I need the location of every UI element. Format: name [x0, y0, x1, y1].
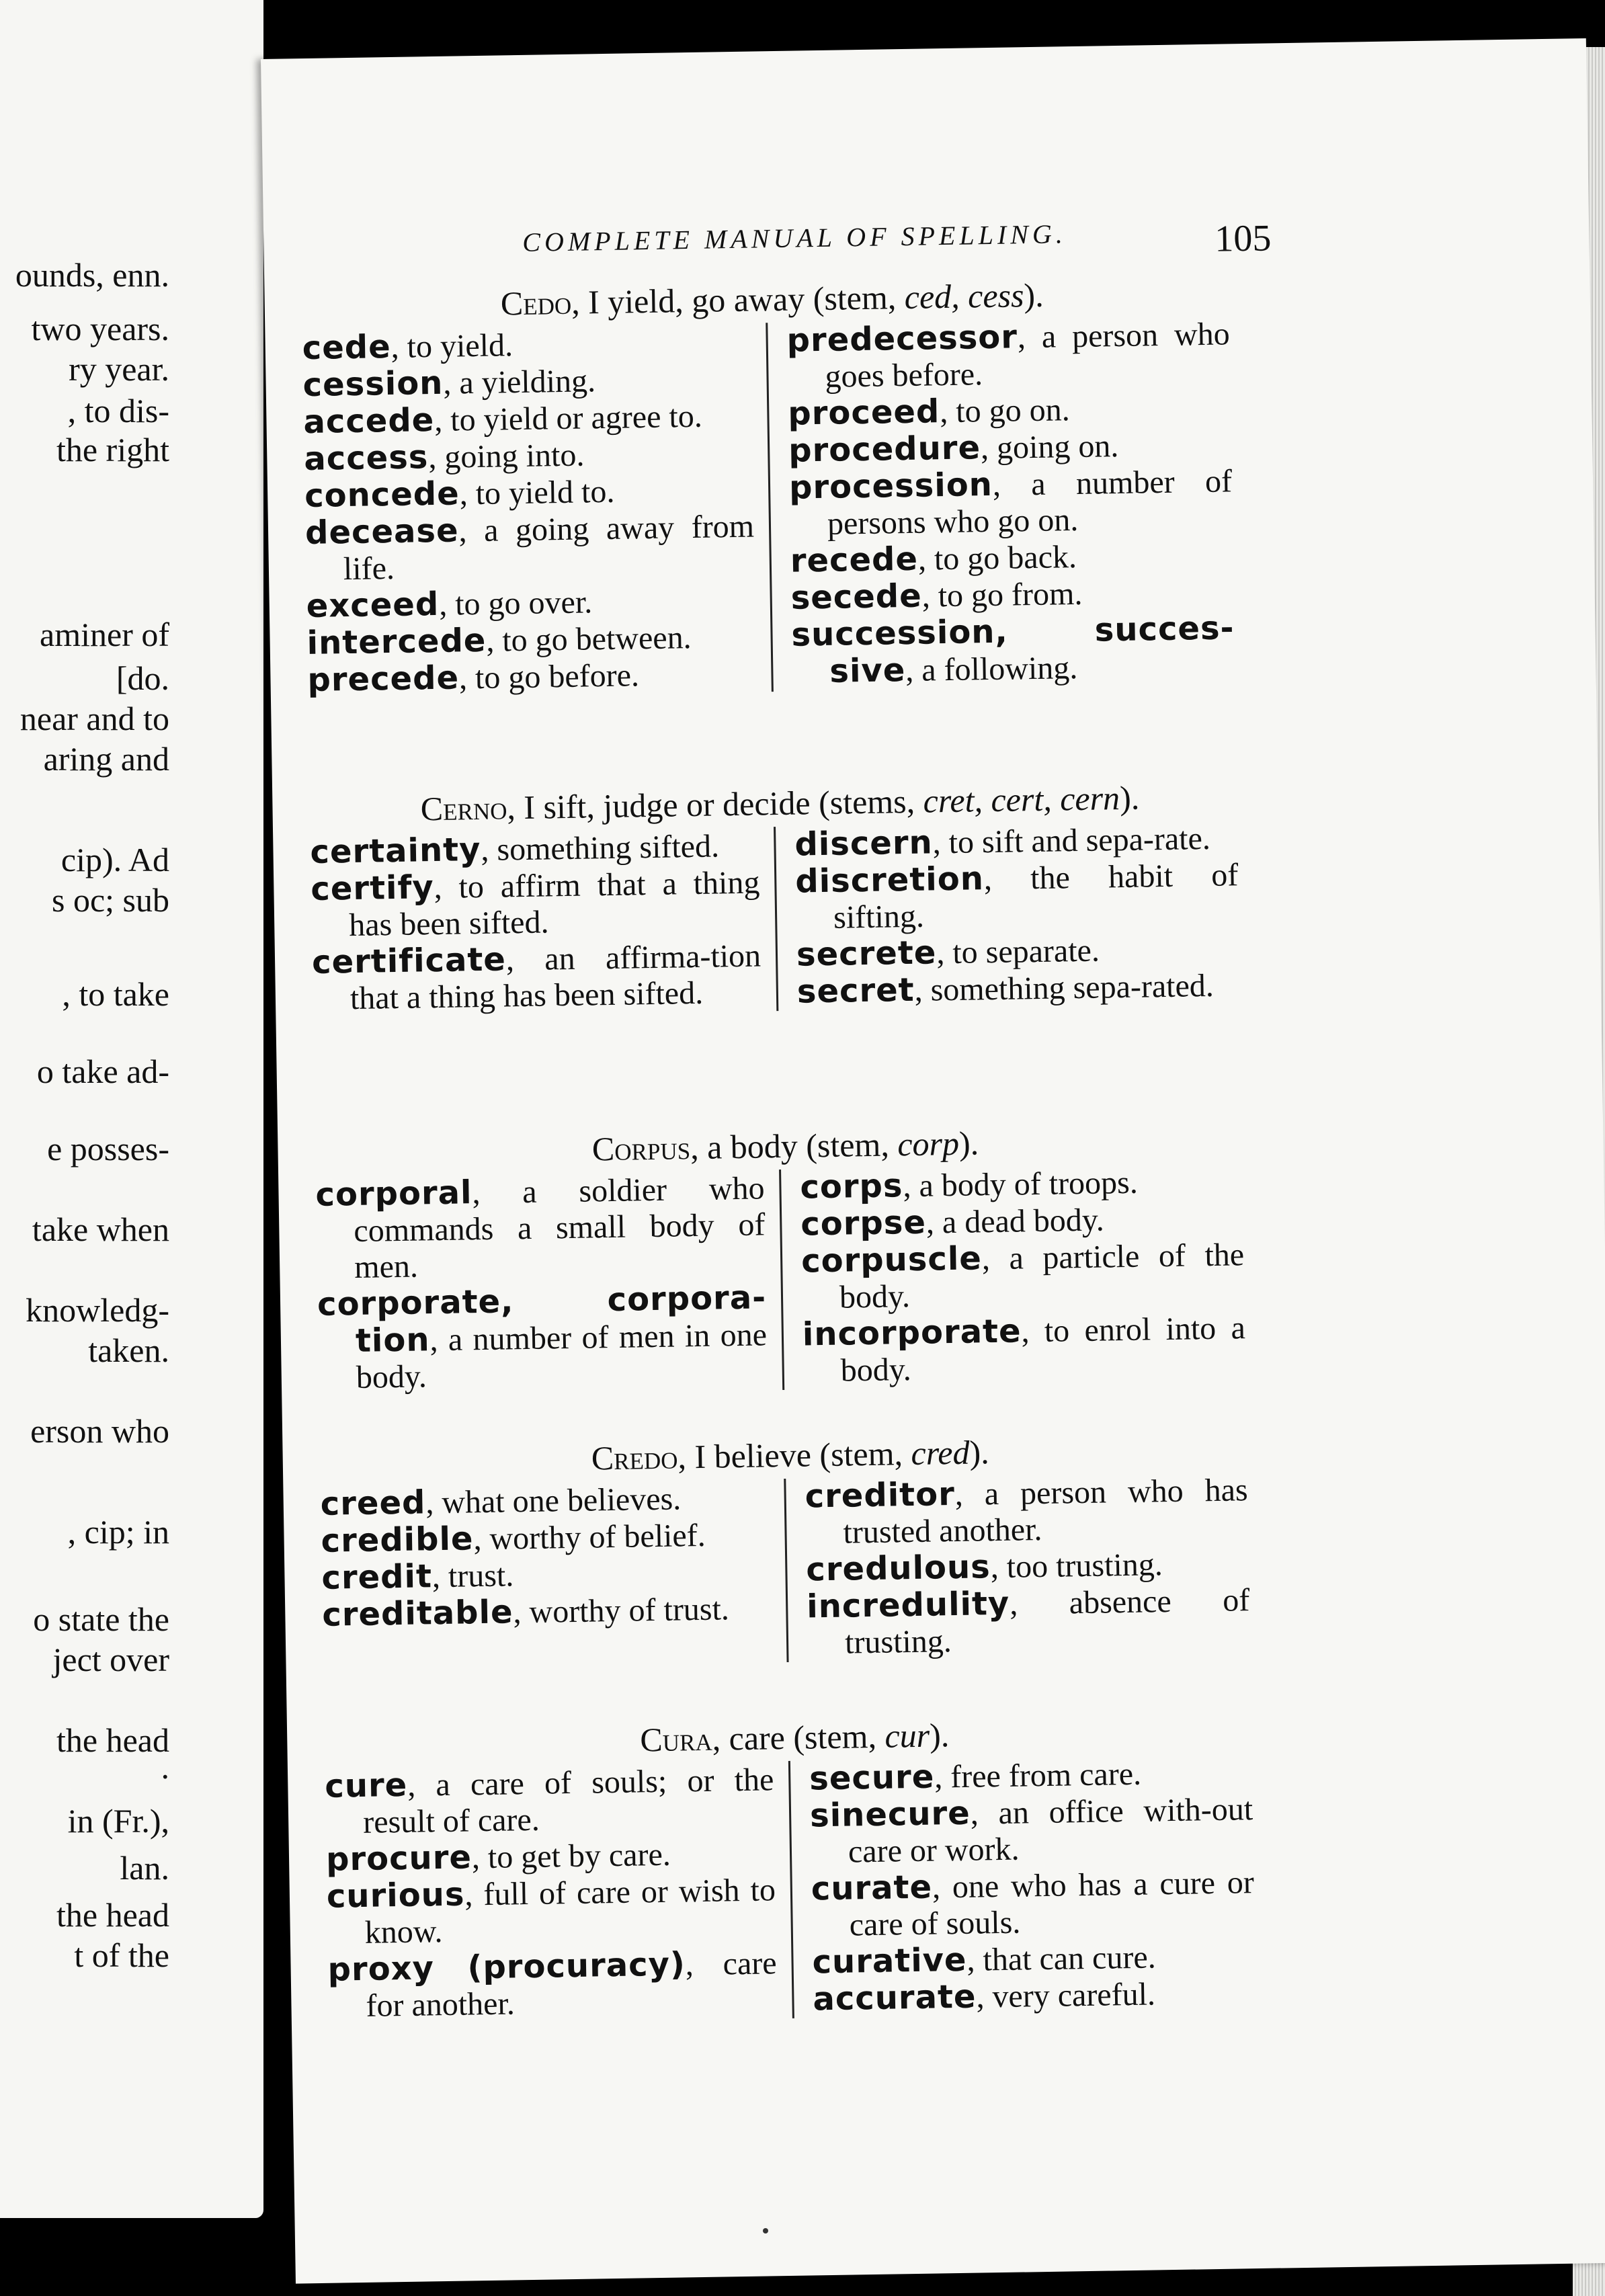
headword: creed — [320, 1483, 426, 1523]
headword: credit — [321, 1557, 433, 1597]
definition: , a following. — [905, 650, 1078, 689]
latin-root: Cerno — [420, 788, 507, 828]
definition: , an office with-out care or work. — [848, 1791, 1253, 1870]
headword: curative — [812, 1940, 967, 1981]
dictionary-entry — [791, 610, 1235, 690]
definition: , worthy of belief. — [473, 1517, 706, 1557]
root-gloss: , I believe (stem, — [677, 1434, 911, 1476]
definition: , to go back. — [917, 539, 1077, 577]
headword: curious — [326, 1875, 465, 1916]
definition: , a care of souls; or the result of care. — [362, 1762, 774, 1840]
definition: , worthy of trust. — [513, 1591, 730, 1631]
headword: credulous — [805, 1548, 991, 1589]
headword: exceed — [306, 585, 440, 626]
headword: predecessor — [786, 318, 1018, 360]
section-credo — [319, 1428, 1264, 1670]
definition: , to go on. — [939, 392, 1071, 430]
section-corpus — [315, 1119, 1260, 1397]
latin-root: Corpus — [591, 1129, 691, 1168]
left-page-fragment: aring and — [43, 740, 169, 778]
definition: , to separate. — [936, 932, 1100, 971]
left-page-fragment: ry year. — [69, 350, 169, 388]
definition: , a particle of the body. — [839, 1237, 1245, 1315]
left-page-fragment: t of the — [74, 1936, 169, 1974]
dictionary-entry — [802, 1309, 1246, 1389]
left-page-fragment: two years. — [31, 310, 169, 347]
definition: , a dead body. — [925, 1202, 1105, 1241]
stem-forms: ced, cess — [904, 276, 1024, 316]
definition: , a going away from life. — [343, 508, 755, 587]
heading-close: ). — [929, 1716, 950, 1754]
headword: decease — [304, 511, 459, 552]
right-column — [774, 819, 1240, 1011]
left-page-fragment: the right — [56, 431, 169, 468]
definition: , an affirma-tion that a thing has been sifted. — [349, 938, 762, 1017]
headword: corporate, corpora-tion — [317, 1278, 767, 1360]
left-page-fragment: . — [161, 1748, 169, 1786]
headword: proxy (procuracy) — [327, 1945, 686, 1989]
dictionary-entry — [312, 937, 762, 1017]
definition: , what one believes. — [425, 1481, 682, 1521]
heading-close: ). — [958, 1124, 979, 1162]
headword: certainty — [310, 831, 481, 871]
heading-close: ). — [1119, 778, 1140, 817]
left-page-fragment: near and to — [19, 700, 169, 737]
left-page-fragment: taken. — [88, 1331, 169, 1369]
dictionary-entry — [305, 508, 755, 588]
dictionary-entry — [813, 1974, 1256, 2018]
dictionary-entry — [327, 1944, 778, 2024]
dictionary-entry — [325, 1761, 775, 1841]
section-cerno — [309, 776, 1253, 1018]
left-page-fragment: o state the — [33, 1600, 169, 1638]
latin-root: Cedo — [500, 283, 572, 323]
dictionary-entry — [306, 618, 756, 662]
definition: , that can cure. — [966, 1939, 1157, 1978]
headword: corpuscle — [800, 1239, 983, 1280]
right-column — [766, 315, 1235, 692]
heading-close: ). — [969, 1433, 990, 1471]
dictionary-entry — [321, 1516, 770, 1559]
definition: , going into. — [427, 437, 585, 476]
left-page-fragment: e posses- — [47, 1130, 169, 1167]
left-page-fragment: cip). Ad — [60, 841, 169, 878]
left-page-fragment: the head — [56, 1896, 169, 1934]
dictionary-entry — [812, 1937, 1256, 1981]
headword: credible — [321, 1520, 474, 1560]
definition: , very careful. — [976, 1976, 1156, 2015]
headword: intercede — [306, 621, 487, 663]
left-page-fragment: take when — [32, 1211, 169, 1248]
definition: , to sift and sepa-rate. — [932, 820, 1211, 861]
headword: proceed — [787, 393, 940, 433]
dictionary-entry — [788, 425, 1232, 469]
definition: , a yielding. — [442, 363, 596, 401]
definition: , to go between. — [485, 620, 692, 659]
headword: certify — [310, 868, 435, 908]
left-page-fragment: knowledg- — [26, 1291, 169, 1329]
definition: , a person who goes before. — [825, 316, 1231, 395]
definition: , to yield to. — [459, 473, 615, 512]
headword: cede — [302, 328, 392, 368]
dictionary-entry — [786, 315, 1231, 395]
dictionary-entry — [315, 1170, 766, 1286]
definition: , a number of men in one body. — [356, 1317, 768, 1396]
headword: curate — [811, 1868, 933, 1908]
definition: , to go from. — [921, 575, 1083, 614]
headword: succession, succes-sive — [791, 609, 1235, 690]
stem-forms: cred — [911, 1433, 970, 1473]
headword: sinecure — [809, 1794, 971, 1835]
definition: , to go before. — [458, 657, 640, 696]
headword: procedure — [788, 429, 981, 470]
root-gloss: , I yield, go away (stem, — [571, 278, 905, 321]
right-column — [779, 1162, 1246, 1390]
stem-forms: cret, cert, cern — [923, 779, 1120, 820]
print-speck — [763, 2228, 768, 2233]
definition: , too trusting. — [990, 1547, 1163, 1586]
definition: , to get by care. — [471, 1836, 671, 1876]
definition: , one who has a cure or care of souls. — [849, 1864, 1255, 1943]
left-page-fragment: , cip; in — [67, 1513, 169, 1551]
dictionary-entry — [807, 1582, 1251, 1662]
headword: cession — [302, 364, 444, 405]
headword: recede — [790, 540, 919, 580]
definition: , free from care. — [934, 1756, 1142, 1795]
left-page-fragment: ject over — [52, 1641, 169, 1678]
dictionary-entry — [311, 864, 761, 944]
definition: , care for another. — [366, 1945, 778, 2024]
dictionary-entry — [789, 462, 1233, 542]
left-page-fragment: the head — [56, 1721, 169, 1759]
definition: , a person who has trusted another. — [843, 1472, 1249, 1551]
dictionary-entry — [307, 655, 757, 699]
definition: , a soldier who commands a small body of men. — [353, 1170, 766, 1286]
root-gloss: , a body (stem, — [690, 1125, 898, 1167]
headword: cure — [324, 1766, 408, 1805]
definition: , something sifted. — [480, 828, 720, 868]
definition: , a number of persons who go on. — [827, 463, 1233, 542]
headword: secrete — [796, 934, 937, 974]
definition: , to yield or agree to. — [434, 398, 703, 439]
headword: creditable — [321, 1593, 513, 1634]
left-page-fragment: , to dis- — [67, 392, 169, 429]
dictionary-entry — [805, 1471, 1249, 1551]
dictionary-entry — [796, 930, 1240, 973]
left-page-fragment: , to take — [62, 975, 169, 1013]
headword: procession — [788, 465, 993, 507]
headword: creditor — [805, 1475, 956, 1516]
definition: , to yield. — [390, 327, 513, 366]
definition: , to go over. — [438, 584, 593, 622]
dictionary-entry — [810, 1791, 1254, 1871]
headword: secret — [796, 971, 915, 1011]
definition: , absence of trusting. — [844, 1582, 1250, 1661]
definition: , going on. — [980, 428, 1119, 466]
page-number: 105 — [1214, 217, 1272, 260]
book-page — [261, 38, 1605, 2284]
right-column — [784, 1471, 1250, 1662]
dictionary-entry — [303, 397, 753, 441]
root-gloss: , I sift, judge or decide (stems, — [506, 782, 924, 827]
left-page-fragment: ounds, enn. — [15, 256, 169, 294]
headword: secure — [809, 1758, 935, 1798]
root-gloss: , care (stem, — [712, 1717, 885, 1758]
definition: , to affirm that a thing has been sifted. — [348, 864, 760, 944]
headword: access — [303, 438, 429, 479]
dictionary-entry — [317, 1279, 768, 1396]
dictionary-entry — [322, 1590, 772, 1633]
headword: procure — [325, 1838, 472, 1879]
latin-root: Credo — [591, 1438, 678, 1477]
dictionary-entry — [795, 856, 1239, 936]
left-column — [315, 1170, 782, 1397]
previous-page — [0, 0, 263, 2218]
headword: corpse — [800, 1203, 927, 1243]
section-cedo — [301, 272, 1248, 699]
headword: accede — [303, 401, 435, 442]
headword: incredulity — [806, 1584, 1010, 1626]
left-page-fragment: [do. — [116, 659, 169, 697]
definition: , to enrol into a body. — [840, 1310, 1246, 1389]
headword: discretion — [794, 860, 985, 901]
left-page-fragment: s oc; sub — [52, 881, 169, 919]
right-column — [788, 1754, 1256, 2018]
headword: secede — [790, 577, 923, 617]
definition: , full of care or wish to know. — [364, 1872, 776, 1951]
section-cura — [324, 1711, 1270, 2026]
definition: , something sepa-rated. — [914, 967, 1215, 1008]
left-page-fragment: erson who — [30, 1412, 169, 1450]
left-page-fragment: lan. — [120, 1849, 169, 1887]
definition: , a body of troops. — [903, 1164, 1139, 1204]
headword: discern — [794, 823, 934, 864]
headword: corps — [800, 1167, 903, 1206]
left-page-fragment: o take ad- — [36, 1053, 169, 1090]
headword: incorporate — [802, 1312, 1022, 1354]
dictionary-entry — [811, 1864, 1255, 1944]
dictionary-entry — [801, 1236, 1245, 1316]
left-column — [325, 1761, 792, 2026]
left-column — [310, 827, 776, 1018]
dictionary-entry — [327, 1871, 777, 1951]
left-column — [320, 1479, 786, 1670]
definition: , trust. — [431, 1557, 514, 1595]
left-page-fragment: in (Fr.), — [67, 1802, 169, 1840]
headword: corporal — [315, 1174, 472, 1214]
definition: , the habit of sifting. — [833, 857, 1239, 936]
headword: precede — [307, 659, 460, 700]
heading-close: ). — [1023, 276, 1044, 315]
headword: accurate — [813, 1977, 977, 2018]
dictionary-entry — [796, 967, 1240, 1010]
headword: certificate — [311, 940, 507, 981]
left-page-fragment: aminer of — [40, 616, 169, 653]
running-head: COMPLETE MANUAL OF SPELLING. — [522, 218, 1067, 257]
headword: concede — [304, 475, 460, 516]
stem-forms: cur — [884, 1716, 930, 1755]
left-column — [302, 323, 772, 699]
latin-root: Cura — [639, 1719, 713, 1759]
stem-forms: corp — [897, 1124, 960, 1163]
